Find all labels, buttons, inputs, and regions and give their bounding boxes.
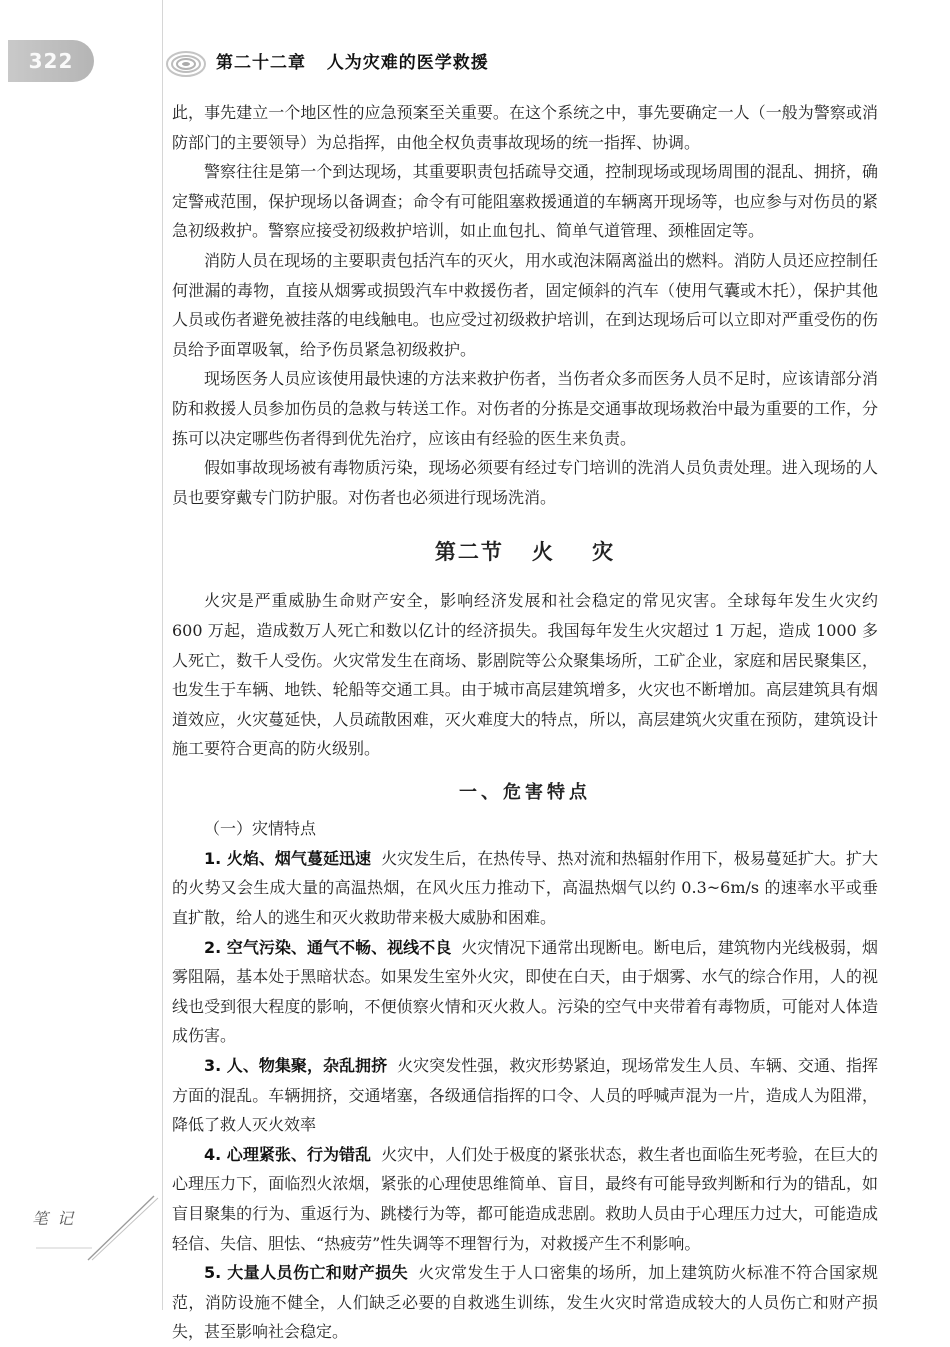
- list-item: [172, 1140, 878, 1258]
- item-heading: 4. 心理紧张、行为错乱: [204, 1144, 372, 1164]
- item-heading: 3. 人、物集聚，杂乱拥挤: [204, 1056, 388, 1076]
- subsubsection-title: （一）灾情特点: [204, 818, 317, 838]
- intro-paragraph-2: 警察往往是第一个到达现场，其重要职责包括疏导交通，控制现场或现场周围的混乱、拥挤，确定警戒范围，保护现场以备调查；命令有可能阻塞救援通道的车辆离开现场等，也应参与对伤员的紧急初级救护。警察应接受初级救护培训，如止血包扎、简单气道管理、颈椎固定等。: [172, 162, 878, 241]
- subsection-title: 一、危害特点: [459, 781, 591, 803]
- list-item: [172, 1258, 878, 1347]
- swirl-logo-icon: [164, 46, 208, 82]
- page-body: [172, 98, 878, 1347]
- intro-paragraph-5: 假如事故现场被有毒物质污染，现场必须要有经过专门培训的洗消人员负责处理。进入现场的人员也要穿戴专门防护服。对伤者也必须进行现场洗消。: [172, 458, 878, 507]
- list-item: [172, 1051, 878, 1140]
- chapter-title: 第二十二章 人为灾难的医学救援: [216, 53, 489, 73]
- item-text: 火灾突发性强，救灾形势紧迫，现场常发生人员、车辆、交通、指挥方面的混乱。车辆拥挤，交通堵塞，各级通信指挥的口令、人员的呼喊声混为一片，造成人为阻滞，降低了救人灭火效率: [172, 1056, 878, 1135]
- page-number: 322: [28, 49, 74, 73]
- item-text: 火灾发生后，在热传导、热对流和热辐射作用下，极易蔓延扩大。扩大的火势又会生成大量的高温热烟，在风火压力推动下，高温热烟气以约 0.3~6m/s 的速率水平或垂直扩散，给人的逃生和灭火救助带来极大威胁和困难。: [172, 848, 878, 928]
- item-heading: 2. 空气污染、通气不畅、视线不良: [204, 937, 452, 957]
- item-heading: 5. 大量人员伤亡和财产损失: [204, 1263, 409, 1283]
- pen-stroke-icon: [32, 1192, 162, 1262]
- intro-paragraph-1: 此，事先建立一个地区性的应急预案至关重要。在这个系统之中，事先要确定一人（一般为警察或消防部门的主要领导）为总指挥，由他全权负责事故现场的统一指挥、协调。: [172, 103, 878, 152]
- item-heading: 1. 火焰、烟气蔓延迅速: [204, 848, 372, 868]
- margin-rule: [162, 0, 163, 1310]
- item-text: 火灾常发生于人口密集的场所，加上建筑防火标准不符合国家规范，消防设施不健全，人们缺乏必要的自救逃生训练，发生火灾时常造成较大的人员伤亡和财产损失，甚至影响社会稳定。: [172, 1263, 878, 1342]
- page-number-badge: [8, 40, 94, 82]
- notes-label: 笔 记: [32, 1209, 76, 1228]
- section-title: 第二节 火 灾: [434, 540, 616, 565]
- section-intro-paragraph: 火灾是严重威胁生命财产安全，影响经济发展和社会稳定的常见灾害。全球每年发生火灾约 600 万起，造成数万人死亡和数以亿计的经济损失。我国每年发生火灾超过 1 万起，造成 1000 多人死亡，数千人受伤。火灾常发生在商场、影剧院等公众聚集场所，工矿企业，家庭和居民聚集区，也发生于车辆、地铁、轮船等交通工具。由于城市高层建筑增多，火灾也不断增加。高层建筑具有烟道效应，火灾蔓延快，人员疏散困难，灭火难度大的特点，所以，高层建筑火灾重在预防，建筑设计施工要符合更高的防火级别。: [172, 591, 878, 759]
- list-item: [172, 844, 878, 933]
- intro-paragraph-4: 现场医务人员应该使用最快速的方法来救护伤者，当伤者众多而医务人员不足时，应该请部分消防和救援人员参加伤员的急救与转送工作。对伤者的分拣是交通事故现场救治中最为重要的工作，分拣可以决定哪些伤者得到优先治疗，应该由有经验的医生来负责。: [172, 369, 878, 448]
- list-item: [172, 933, 878, 1051]
- intro-paragraph-3: 消防人员在现场的主要职责包括汽车的灭火，用水或泡沫隔离溢出的燃料。消防人员还应控制任何泄漏的毒物，直接从烟雾或损毁汽车中救援伤者，固定倾斜的汽车（使用气囊或木托），保护其他人员或伤者避免被挂落的电线触电。也应受过初级救护培训，在到达现场后可以立即对严重受伤的伤员给予面罩吸氧，给予伤员紧急初级救护。: [172, 250, 878, 359]
- item-text: 火灾中，人们处于极度的紧张状态，救生者也面临生死考验，在巨大的心理压力下，面临烈火浓烟，紧张的心理使思维简单、盲目，最终有可能导致判断和行为的错乱，如盲目聚集的行为、重返行为、跳楼行为等，都可能造成悲剧。救助人员由于心理压力过大，可能造成轻信、失信、胆怯、“热疲劳”性失调等不理智行为，对救援产生不利影响。: [172, 1144, 878, 1253]
- margin-notes: [32, 1192, 162, 1262]
- item-text: 火灾情况下通常出现断电。断电后，建筑物内光线极弱，烟雾阻隔，基本处于黑暗状态。如果发生室外火灾，即使在白天，由于烟雾、水气的综合作用，人的视线也受到很大程度的影响，不便侦察火情和灭火救人。污染的空气中夹带着有毒物质，可能对人体造成伤害。: [172, 937, 878, 1046]
